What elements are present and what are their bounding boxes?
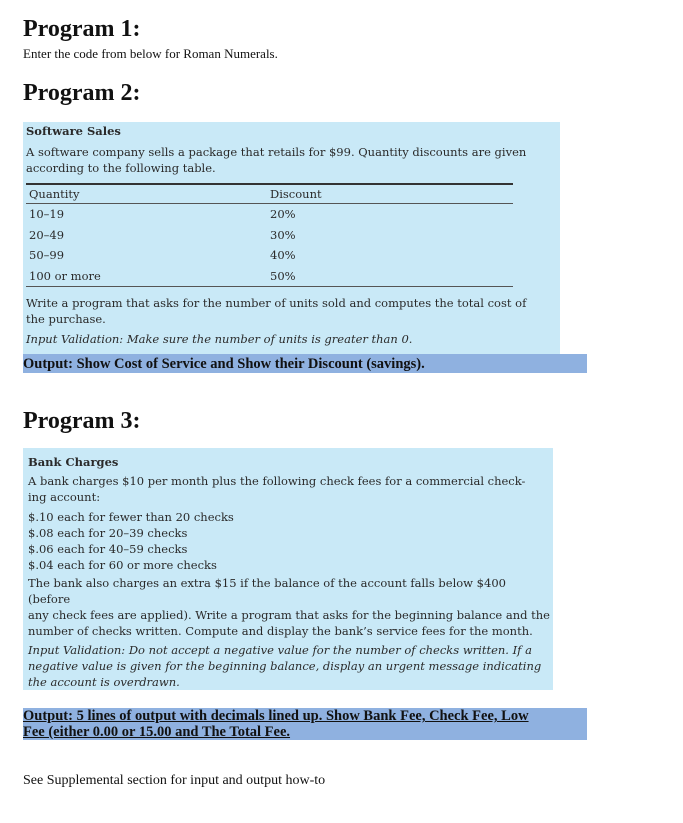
- bank-charges-validation-line1: Input Validation: Do not accept a negative value for the number of checks written. If a: [28, 643, 532, 657]
- software-sales-excerpt: [23, 122, 560, 354]
- quantity-cell: 10–19: [29, 207, 65, 222]
- bank-charges-excerpt: [23, 448, 553, 690]
- software-sales-task-line1: Write a program that asks for the number of units sold and computes the total cost of: [26, 296, 527, 310]
- program1-instruction: Enter the code from below for Roman Numerals.: [23, 46, 278, 61]
- discount-cell: 50%: [267, 266, 513, 287]
- quantity-column-header: Quantity: [26, 184, 267, 204]
- quantity-cell: 100 or more: [26, 266, 267, 287]
- bank-charges-extra-line3: number of checks written. Compute and display the bank’s service fees for the month.: [28, 624, 533, 638]
- program2-heading: Program 2:: [23, 80, 141, 106]
- discount-table-header: [26, 184, 513, 204]
- bank-charges-validation-line3: the account is overdrawn.: [28, 675, 180, 689]
- discount-table: [26, 183, 513, 287]
- bank-charges-intro-line1: A bank charges $10 per month plus the following check fees for a commercial check-: [28, 474, 526, 488]
- check-fee-item: $.04 each for 60 or more checks: [28, 558, 217, 572]
- table-row: [26, 266, 513, 287]
- software-sales-task-line2: the purchase.: [26, 312, 106, 326]
- program2-output-requirement: Output: Show Cost of Service and Show their Discount (savings).: [23, 354, 587, 373]
- discount-cell: 30%: [270, 227, 296, 242]
- program1-heading: Program 1:: [23, 16, 141, 42]
- check-fee-item: $.10 each for fewer than 20 checks: [28, 510, 234, 524]
- check-fee-item: $.08 each for 20–39 checks: [28, 526, 188, 540]
- software-sales-intro-line1: A software company sells a package that retails for $99. Quantity discounts are given: [26, 145, 527, 159]
- program3-output-requirement: [23, 708, 587, 740]
- software-sales-validation: Input Validation: Make sure the number of units is greater than 0.: [26, 332, 413, 346]
- table-row: [26, 204, 513, 225]
- program3-heading: Program 3:: [23, 408, 141, 434]
- table-row: [26, 225, 513, 246]
- quantity-cell: 50–99: [29, 248, 65, 263]
- software-sales-intro-line2: according to the following table.: [26, 161, 216, 175]
- discount-cell: 20%: [270, 207, 296, 222]
- software-sales-title: Software Sales: [26, 124, 121, 138]
- discount-column-header: Discount: [267, 184, 513, 204]
- bank-charges-title: Bank Charges: [28, 455, 119, 469]
- check-fee-item: $.06 each for 40–59 checks: [28, 542, 188, 556]
- discount-cell: 40%: [270, 248, 296, 263]
- program3-output-line1: Output: 5 lines of output with decimals lined up. Show Bank Fee, Check Fee, Low: [23, 708, 587, 724]
- bank-charges-extra-line1: The bank also charges an extra $15 if the balance of the account falls below $400 (before: [28, 576, 506, 606]
- bank-charges-intro-line2: ing account:: [28, 490, 101, 504]
- quantity-cell: 20–49: [29, 227, 65, 242]
- table-row: [26, 245, 513, 266]
- bank-charges-extra-line2: any check fees are applied). Write a program that asks for the beginning balance and the: [28, 608, 550, 622]
- bank-charges-validation-line2: negative value is given for the beginning balance, display an urgent message indicating: [28, 659, 542, 673]
- supplemental-note: See Supplemental section for input and output how-to: [23, 773, 326, 788]
- program3-output-line2: Fee (either 0.00 or 15.00 and The Total Fee.: [23, 724, 587, 740]
